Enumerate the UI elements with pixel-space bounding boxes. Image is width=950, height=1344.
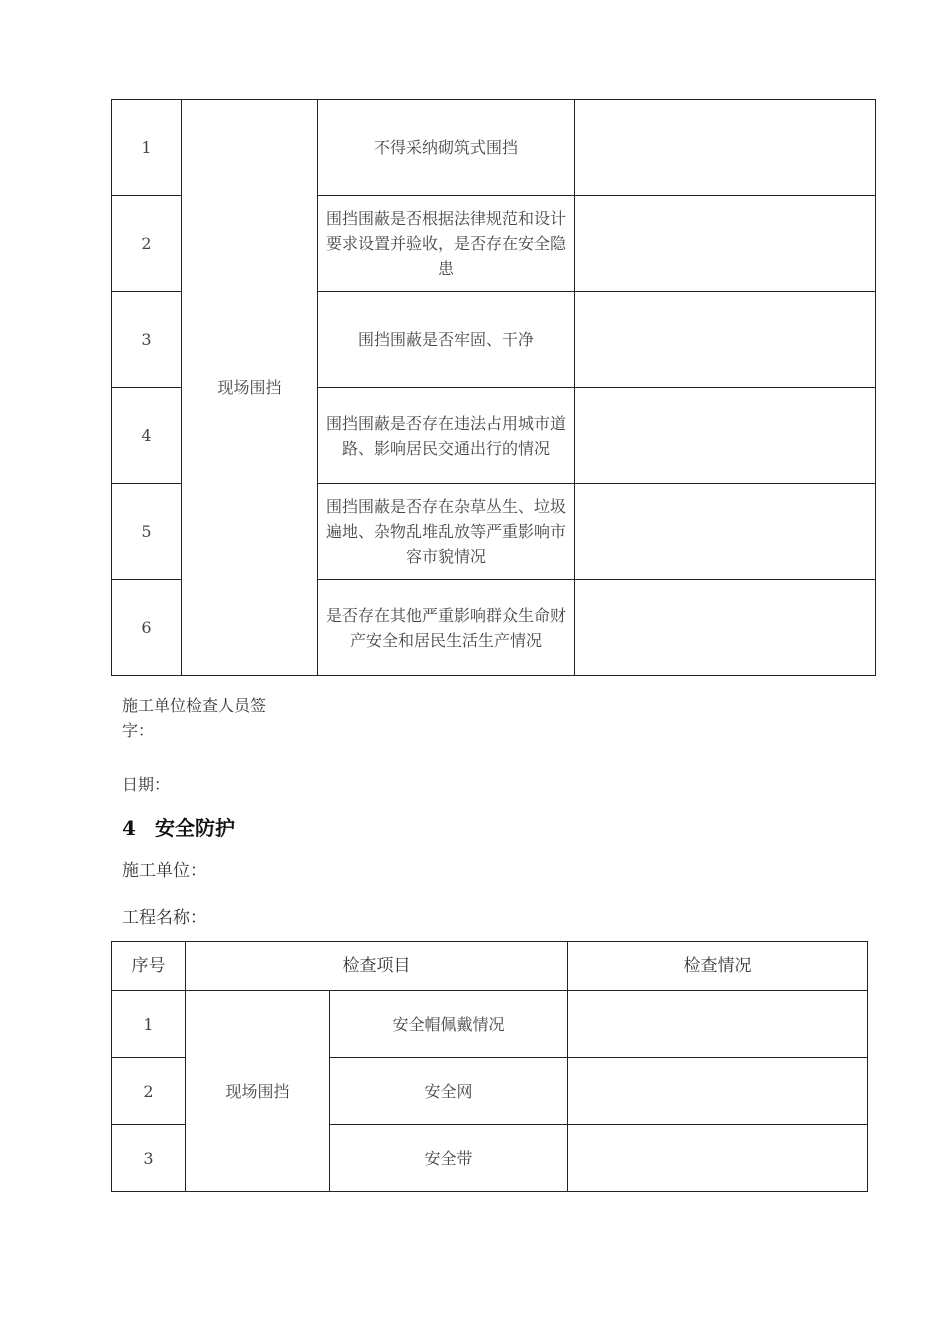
check-result-cell[interactable] [568,1125,868,1192]
section-heading [122,813,235,843]
row-number: 2 [112,196,182,292]
check-result-cell[interactable] [575,580,876,676]
date-label: 日期： [122,775,171,794]
category-cell: 现场围挡 [186,991,330,1192]
check-item: 是否存在其他严重影响群众生命财产安全和居民生活生产情况 [318,580,575,676]
construction-unit-label: 施工单位： [122,861,207,881]
row-number: 1 [112,991,186,1058]
row-number: 1 [112,100,182,196]
check-result-cell[interactable] [568,1058,868,1125]
check-result-cell[interactable] [575,388,876,484]
table-header-row [112,942,868,991]
check-item: 围挡围蔽是否存在杂草丛生、垃圾遍地、杂物乱堆乱放等严重影响市容市貌情况 [318,484,575,580]
check-item: 安全帽佩戴情况 [330,991,568,1058]
project-name-label: 工程名称： [122,908,207,928]
check-item: 不得采纳砌筑式围挡 [318,100,575,196]
inspection-table-fencing [111,99,876,676]
section-title: 安全防护 [155,816,235,840]
header-check-result: 检查情况 [568,942,868,991]
check-item: 安全带 [330,1125,568,1192]
table-row [112,100,876,196]
check-result-cell[interactable] [575,292,876,388]
table-row [112,991,868,1058]
check-result-cell[interactable] [575,484,876,580]
row-number: 6 [112,580,182,676]
check-result-cell[interactable] [568,991,868,1058]
check-result-cell[interactable] [575,196,876,292]
section-number: 4 [122,816,136,840]
check-item: 安全网 [330,1058,568,1125]
check-item: 围挡围蔽是否牢固、干净 [318,292,575,388]
inspection-table-safety [111,941,868,1192]
row-number: 2 [112,1058,186,1125]
signature-label: 施工单位检查人员签字： [122,696,267,740]
row-number: 5 [112,484,182,580]
row-number: 3 [112,292,182,388]
check-result-cell[interactable] [575,100,876,196]
row-number: 4 [112,388,182,484]
header-check-item: 检查项目 [186,942,568,991]
category-cell: 现场围挡 [182,100,318,676]
check-item: 围挡围蔽是否根据法律规范和设计要求设置并验收，是否存在安全隐患 [318,196,575,292]
row-number: 3 [112,1125,186,1192]
header-number: 序号 [112,942,186,991]
check-item: 围挡围蔽是否存在违法占用城市道路、影响居民交通出行的情况 [318,388,575,484]
